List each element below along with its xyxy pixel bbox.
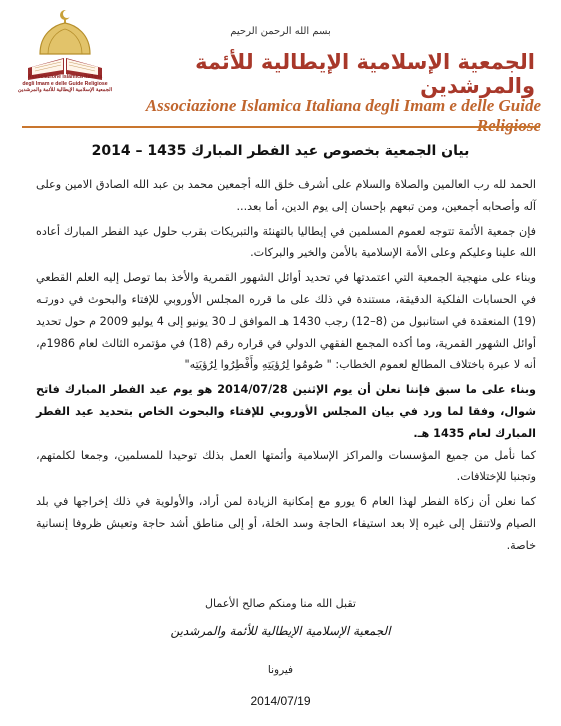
- paragraph-opening: الحمد لله رب العالمين والصلاة والسلام على أشرف خلق الله أجمعين محمد بن عبد الله الصادق الامين وعلى آله وأصحابه أجمعين، ومن تبعهم بإحسان إلى يوم الدين، أما بعد...: [36, 178, 536, 213]
- statement-body: [36, 174, 536, 560]
- date: 2014/07/19: [250, 694, 311, 708]
- closing-prayer: تقبل الله منا ومنكم صالح الأعمال: [205, 597, 356, 610]
- org-name-arabic: الجمعية الإسلامية الإيطالية للأئمة والمرشدين: [195, 50, 535, 98]
- paragraph-unity-call: كما نأمل من جميع المؤسسات والمراكز الإسلامية وأئمتها العمل بذلك توحيدا للمسلمين، وجمعا لكلمتهم، وتجنبا للإختلافات.: [36, 448, 536, 484]
- logo-caption-ar: الجمعية الإسلامية الإيطالية للأئمة والمرشدين: [17, 87, 113, 94]
- basmala: بسم الله الرحمن الرحيم: [230, 26, 331, 37]
- paragraph-zakat: كما نعلن أن زكاة الفطر لهذا العام 6 يورو مع إمكانية الزيادة لمن أراد، والأولوية في ذلك إخراجها في بلد الصيام ولاتنقل إلى غيره إلا بعد استيفاء الحاجة وسد الخلة، أو إلى مناطق أشد حاجة وتعيش ظروفا إنسانية خاصة.: [36, 495, 536, 552]
- paragraph-methodology: وبناء على منهجية الجمعية التي اعتمدتها في تحديد أوائل الشهور القمرية والأخذ بما توصل إليه العلم القطعي في الحسابات الفلكية الدقيقة، مستندة في ذلك على ما قرره المجلس الأوروبي للإفتاء والبحوث في دورتـه (19) المنعقدة في استانبول من (8–12) رجب 1430 هـ الموافق لـ 30 يونيو إلى 4 يوليو 2009 م حول تحديد أوائل الشهور القمرية، وما أكده المجمع الفقهي الدولي في قراره رقم (18) في مؤتمره الثالث لعام 1986م، أنه لا عبرة باختلاف المطالع لعموم الخطاب: " صُومُوا لِرُؤيَتِهِ وأَفْطِرُوا لِرُؤيَتِه": [36, 271, 537, 372]
- signature-org: الجمعية الإسلامية الإيطالية للأئمة والمرشدين: [170, 624, 391, 638]
- statement-title: بيان الجمعية بخصوص عيد الفطر المبارك 1435 – 2014: [91, 143, 470, 159]
- paragraph-greeting: فإن جمعية الأئمة تتوجه لعموم المسلمين في إيطاليا بالتهنئة والتبريكات بقرب حلول عيد الفطر المبارك أعاده الله علينا وعليكم وعلى الأمة الإسلامية بالأمن والخير والبركات.: [36, 224, 536, 260]
- header-divider: [22, 126, 540, 128]
- logo-caption-it-2: degli Imam e delle Guide Religiose: [22, 80, 108, 87]
- logo-caption: [6, 74, 124, 94]
- dome-icon: [40, 23, 90, 54]
- association-logo: [6, 8, 124, 112]
- city: فيرونا: [267, 664, 294, 676]
- logo-caption-it-1: Associazione Islamica Italiana: [27, 74, 103, 80]
- org-name-italian: Associazione Islamica Italiana degli Imam e delle Guide Religiose: [145, 96, 541, 135]
- paragraph-announcement: وبناء على ما سبق فإننا نعلن أن يوم الإثنين 2014/07/28 هو يوم عيد الفطر المبارك فاتح شوال، وفقا لما ورد في بيان المجلس الأوروبي للإفتاء والبحوث الخاص بتحديد عيد الفطر المبارك لعام 1435 هـ.: [36, 383, 536, 440]
